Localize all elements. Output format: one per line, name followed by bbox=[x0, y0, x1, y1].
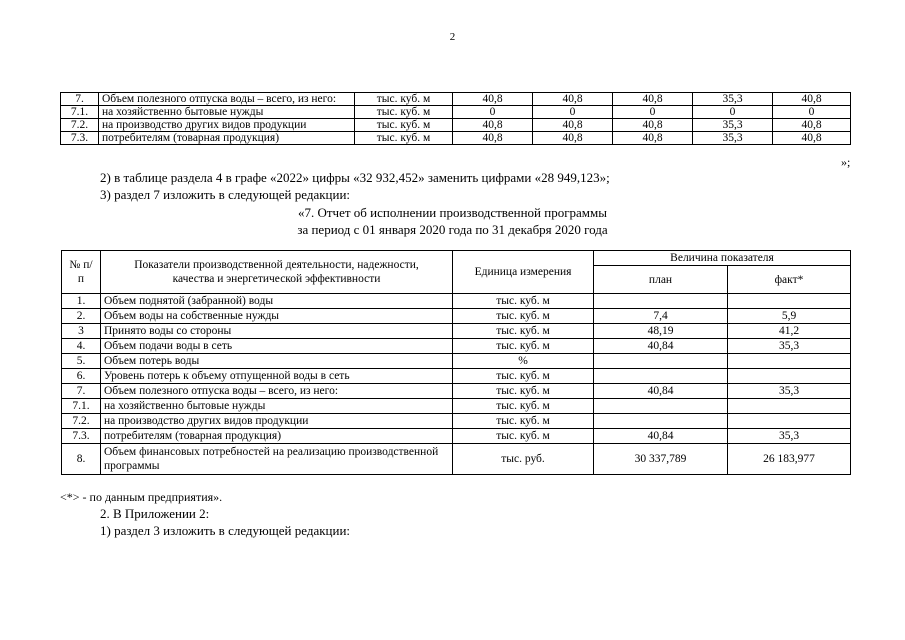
row-value: 0 bbox=[693, 106, 773, 119]
row-plan bbox=[594, 354, 728, 369]
row-fact bbox=[728, 399, 851, 414]
table-row bbox=[61, 132, 851, 145]
row-plan bbox=[594, 294, 728, 309]
row-number: 2. bbox=[62, 309, 101, 324]
row-fact: 35,3 bbox=[728, 429, 851, 444]
row-value: 40,8 bbox=[773, 132, 851, 145]
row-indicator: Объем полезного отпуска воды – всего, из него: bbox=[101, 384, 453, 399]
row-unit: тыс. куб. м bbox=[453, 384, 594, 399]
row-plan: 7,4 bbox=[594, 309, 728, 324]
row-number: 3 bbox=[62, 324, 101, 339]
row-number: 7.1. bbox=[61, 106, 99, 119]
row-value: 40,8 bbox=[613, 119, 693, 132]
table-row bbox=[62, 414, 851, 429]
section-title-line1: «7. Отчет об исполнении производственной программы bbox=[297, 205, 607, 220]
row-indicator: Объем воды на собственные нужды bbox=[101, 309, 453, 324]
row-number: 8. bbox=[62, 444, 101, 475]
footnote: <*> - по данным предприятия». bbox=[60, 490, 223, 504]
row-unit: тыс. куб. м bbox=[453, 369, 594, 384]
table-row bbox=[62, 429, 851, 444]
row-plan bbox=[594, 369, 728, 384]
row-fact: 35,3 bbox=[728, 339, 851, 354]
row-value: 40,8 bbox=[453, 119, 533, 132]
row-fact: 5,9 bbox=[728, 309, 851, 324]
row-unit: тыс. куб. м bbox=[453, 324, 594, 339]
row-value: 0 bbox=[533, 106, 613, 119]
row-fact bbox=[728, 294, 851, 309]
row-plan bbox=[594, 399, 728, 414]
row-unit: % bbox=[453, 354, 594, 369]
row-unit: тыс. куб. м bbox=[453, 399, 594, 414]
row-indicator: потребителям (товарная продукция) bbox=[101, 429, 453, 444]
row-number: 7.2. bbox=[61, 119, 99, 132]
row-fact: 41,2 bbox=[728, 324, 851, 339]
row-unit: тыс. куб. м bbox=[453, 339, 594, 354]
closing-quote: »; bbox=[841, 155, 851, 169]
row-value: 0 bbox=[773, 106, 851, 119]
row-fact bbox=[728, 369, 851, 384]
row-value: 40,8 bbox=[613, 132, 693, 145]
row-unit: тыс. руб. bbox=[453, 444, 594, 475]
row-indicator: Объем потерь воды bbox=[101, 354, 453, 369]
row-value: 35,3 bbox=[693, 93, 773, 106]
row-fact: 26 183,977 bbox=[728, 444, 851, 475]
row-unit: тыс. куб. м bbox=[355, 119, 453, 132]
table-row bbox=[62, 339, 851, 354]
row-number: 5. bbox=[62, 354, 101, 369]
row-value: 40,8 bbox=[613, 93, 693, 106]
header-plan: план bbox=[594, 266, 728, 294]
table-row bbox=[62, 399, 851, 414]
row-plan: 40,84 bbox=[594, 384, 728, 399]
section-title-line2: за период с 01 января 2020 года по 31 декабря 2020 года bbox=[297, 222, 608, 237]
row-plan: 48,19 bbox=[594, 324, 728, 339]
row-number: 7. bbox=[61, 93, 99, 106]
row-fact: 35,3 bbox=[728, 384, 851, 399]
table-row bbox=[61, 106, 851, 119]
row-value: 0 bbox=[453, 106, 533, 119]
row-indicator: Уровень потерь к объему отпущенной воды в сеть bbox=[101, 369, 453, 384]
table-row bbox=[61, 93, 851, 106]
row-number: 7.1. bbox=[62, 399, 101, 414]
table-continued-section-4 bbox=[60, 92, 851, 145]
amendment-item-3: 3) раздел 7 изложить в следующей редакции: bbox=[100, 187, 351, 202]
row-number: 7.3. bbox=[61, 132, 99, 145]
row-value: 35,3 bbox=[693, 119, 773, 132]
row-value: 0 bbox=[613, 106, 693, 119]
row-value: 40,8 bbox=[533, 132, 613, 145]
row-plan: 30 337,789 bbox=[594, 444, 728, 475]
row-indicator: Объем финансовых потребностей на реализацию производственной программы bbox=[101, 444, 453, 475]
table-row bbox=[62, 369, 851, 384]
row-unit: тыс. куб. м bbox=[355, 93, 453, 106]
header-value: Величина показателя bbox=[594, 251, 851, 266]
row-unit: тыс. куб. м bbox=[453, 309, 594, 324]
header-indicators: Показатели производственной деятельности, надежности, качества и энергетической эффективности bbox=[101, 251, 453, 294]
row-value: 35,3 bbox=[693, 132, 773, 145]
row-number: 6. bbox=[62, 369, 101, 384]
row-indicator: на хозяйственно бытовые нужды bbox=[101, 399, 453, 414]
row-value: 40,8 bbox=[533, 119, 613, 132]
row-value: 40,8 bbox=[453, 93, 533, 106]
row-number: 7.3. bbox=[62, 429, 101, 444]
row-indicator: Объем поднятой (забранной) воды bbox=[101, 294, 453, 309]
row-value: 40,8 bbox=[773, 119, 851, 132]
row-indicator: на хозяйственно бытовые нужды bbox=[99, 106, 355, 119]
row-indicator: Объем подачи воды в сеть bbox=[101, 339, 453, 354]
production-program-report-table bbox=[61, 250, 851, 475]
row-indicator: Принято воды со стороны bbox=[101, 324, 453, 339]
header-unit: Единица измерения bbox=[453, 251, 594, 294]
amendment-item-2: 2) в таблице раздела 4 в графе «2022» цифры «32 932,452» заменить цифрами «28 949,123»; bbox=[100, 170, 610, 185]
page-number: 2 bbox=[449, 31, 456, 43]
row-unit: тыс. куб. м bbox=[453, 414, 594, 429]
row-unit: тыс. куб. м bbox=[355, 132, 453, 145]
row-indicator: на производство других видов продукции bbox=[99, 119, 355, 132]
row-unit: тыс. куб. м bbox=[453, 429, 594, 444]
row-number: 4. bbox=[62, 339, 101, 354]
row-indicator: потребителям (товарная продукция) bbox=[99, 132, 355, 145]
row-value: 40,8 bbox=[773, 93, 851, 106]
row-plan: 40,84 bbox=[594, 429, 728, 444]
row-indicator: Объем полезного отпуска воды – всего, из него: bbox=[99, 93, 355, 106]
appendix-2-subitem-1: 1) раздел 3 изложить в следующей редакции: bbox=[100, 523, 351, 538]
row-value: 40,8 bbox=[533, 93, 613, 106]
row-unit: тыс. куб. м bbox=[355, 106, 453, 119]
row-plan: 40,84 bbox=[594, 339, 728, 354]
row-fact bbox=[728, 414, 851, 429]
appendix-2-item: 2. В Приложении 2: bbox=[100, 506, 210, 521]
row-number: 7.2. bbox=[62, 414, 101, 429]
header-num: № п/п bbox=[62, 251, 101, 294]
table-row bbox=[62, 444, 851, 475]
row-plan bbox=[594, 414, 728, 429]
table-row bbox=[61, 119, 851, 132]
table-row bbox=[62, 294, 851, 309]
table-row bbox=[62, 324, 851, 339]
row-indicator: на производство других видов продукции bbox=[101, 414, 453, 429]
row-number: 1. bbox=[62, 294, 101, 309]
row-value: 40,8 bbox=[453, 132, 533, 145]
row-number: 7. bbox=[62, 384, 101, 399]
header-fact: факт* bbox=[728, 266, 851, 294]
table-row bbox=[62, 354, 851, 369]
table-row bbox=[62, 309, 851, 324]
table-row bbox=[62, 384, 851, 399]
row-fact bbox=[728, 354, 851, 369]
row-unit: тыс. куб. м bbox=[453, 294, 594, 309]
